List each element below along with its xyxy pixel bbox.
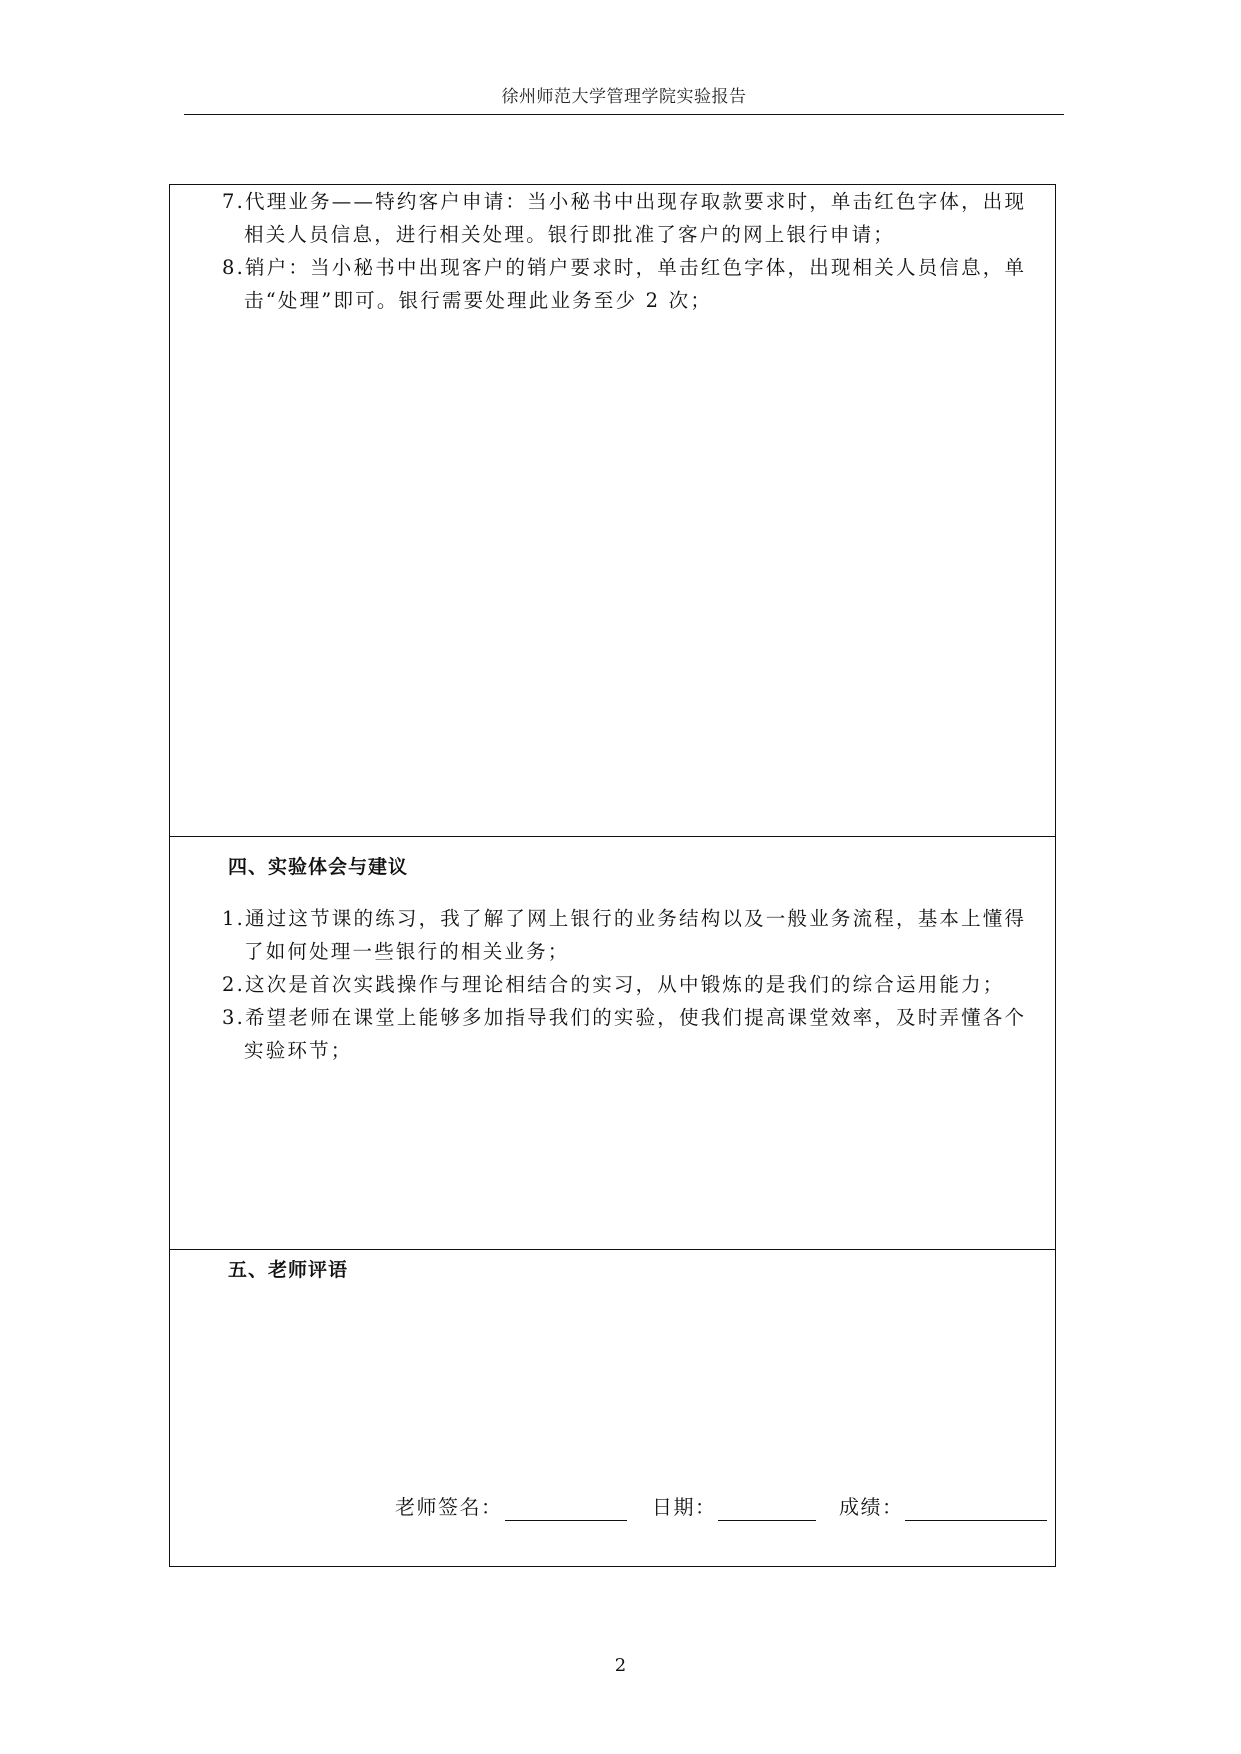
signature-blank[interactable] [505, 1520, 627, 1521]
item-line: 3.希望老师在课堂上能够多加指导我们的实验，使我们提高课堂效率，及时弄懂各个 [222, 1006, 1027, 1029]
page-header: 徐州师范大学管理学院实验报告 [501, 87, 747, 107]
item-line: 击“处理”即可。银行需要处理此业务至少 2 次； [244, 289, 713, 312]
item-line: 2.这次是首次实践操作与理论相结合的实习，从中锻炼的是我们的综合运用能力； [222, 973, 1005, 996]
list-item [222, 251, 1044, 317]
header-rule [184, 114, 1064, 115]
item-line: 实验环节； [244, 1039, 353, 1062]
item-line: 1.通过这节课的练习，我了解了网上银行的业务结构以及一般业务流程，基本上懂得 [222, 907, 1027, 930]
list-item [222, 902, 1044, 968]
section-title: 五、老师评语 [228, 1259, 349, 1281]
item-line: 7.代理业务——特约客户申请：当小秘书中出现存取款要求时，单击红色字体，出现 [222, 190, 1027, 213]
signature-label: 老师签名： [395, 1495, 503, 1519]
item-line: 相关人员信息，进行相关处理。银行即批准了客户的网上银行申请； [244, 223, 896, 246]
section-divider [170, 836, 1055, 837]
item-line: 了如何处理一些银行的相关业务； [244, 940, 570, 963]
grade-label: 成绩： [839, 1495, 904, 1519]
list-item [222, 968, 1044, 1001]
section-title: 四、实验体会与建议 [228, 856, 409, 878]
grade-blank[interactable] [905, 1520, 1047, 1521]
section-divider [170, 1249, 1055, 1250]
list-item [222, 185, 1044, 251]
report-table [169, 184, 1056, 1567]
item-line: 8.销户：当小秘书中出现客户的销户要求时，单击红色字体，出现相关人员信息，单 [222, 256, 1027, 279]
list-item [222, 1001, 1044, 1067]
date-blank[interactable] [718, 1520, 816, 1521]
page-number: 2 [614, 1655, 627, 1676]
date-label: 日期： [652, 1495, 717, 1519]
